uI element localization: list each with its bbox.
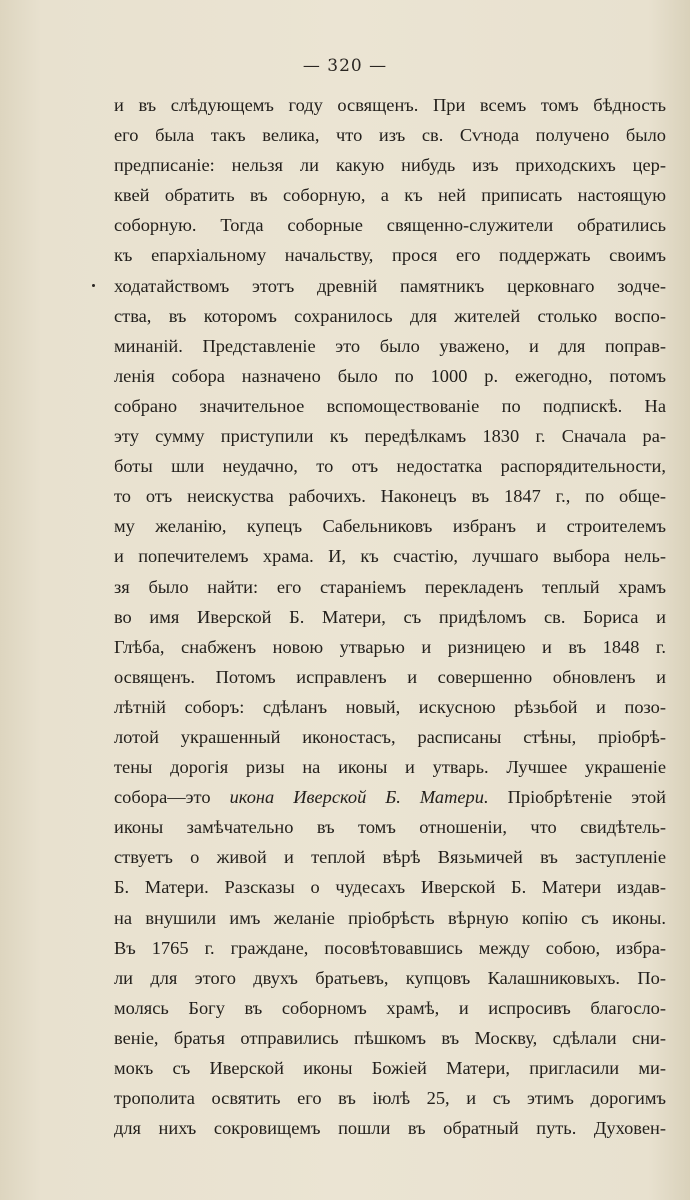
text-line: иконы замѣчательно въ томъ отношеніи, что свидѣтель- [114, 817, 666, 838]
text-line: и попечителемъ храма. И, къ счастію, лучшаго выбора нель- [114, 546, 666, 567]
text-line: и въ слѣдующемъ году освященъ. При всемъ томъ бѣдность [114, 95, 666, 115]
text-segment: собора—это [114, 787, 230, 808]
text-line: его была такъ велика, что изъ св. Сѵнода получено было [114, 125, 666, 146]
text-line: зя было найти: его стараніемъ перекладенъ теплый храмъ [114, 576, 666, 597]
text-line: мокъ съ Иверской иконы Божіей Матери, пригласили ми- [114, 1058, 666, 1078]
text-line: трополита освятить его въ іюлѣ 25, и съ этимъ дорогимъ [114, 1088, 666, 1109]
text-line: то отъ неискуства рабочихъ. Наконецъ въ 1847 г., по обще- [114, 486, 666, 507]
text-line: для нихъ сокровищемъ пошли въ обратный путь. Духовен- [114, 1118, 666, 1139]
text-line: ли для этого двухъ братьевъ, купцовъ Калашниковыхъ. По- [114, 967, 666, 988]
text-line: Въ 1765 г. граждане, посовѣтовавшись между собою, избра- [114, 937, 666, 958]
page-number: — 320 — [302, 56, 388, 76]
text-line: минаній. Представленіе это было уважено, и для поправ- [114, 335, 666, 356]
text-line: молясь Богу въ соборномъ храмѣ, и испросивъ благосло- [114, 997, 666, 1018]
text-line: собрано значительное вспомоществованіе по подпискѣ. На [114, 395, 666, 416]
text-line: Глѣба, снабженъ новою утварью и ризницею и въ 1848 г. [114, 636, 666, 657]
text-line: боты шли неудачно, то отъ недостатка распорядительности, [114, 456, 666, 477]
text-line: предписаніе: нельзя ли какую нибудь изъ приходскихъ цер- [114, 155, 666, 176]
text-line: квей обратить въ соборную, а къ ней приписать настоящую [114, 185, 666, 206]
text-line: веніе, братья отправились пѣшкомъ въ Москву, сдѣлали сни- [114, 1027, 666, 1048]
text-line: лѣтній соборъ: сдѣланъ новый, искусною рѣзьбой и позо- [114, 696, 666, 717]
text-line: ходатайствомъ этотъ древній памятникъ церковнаго зодче- [114, 275, 666, 296]
text-line: ства, въ которомъ сохранилось для жителей столько воспо- [114, 305, 666, 326]
text-line: тены дорогія ризы на иконы и утварь. Лучшее украшеніе [114, 757, 666, 778]
text-line: ленія собора назначено было по 1000 р. ежегодно, потомъ [114, 365, 666, 386]
text-line: лотой украшенный иконостасъ, расписаны стѣны, пріобрѣ- [114, 726, 666, 747]
body-text [114, 90, 666, 1143]
text-line: освященъ. Потомъ исправленъ и совершенно обновленъ и [114, 666, 666, 687]
text-line-with-italic [114, 782, 666, 812]
text-line: во имя Иверской Б. Матери, съ придѣломъ св. Бориса и [114, 606, 666, 627]
margin-mark [92, 284, 95, 287]
italic-icon-title: икона Иверской Б. Матери. [229, 787, 489, 808]
text-line: на внушили имъ желаніе пріобрѣсть вѣрную копію съ иконы. [114, 907, 666, 928]
text-line: къ епархіальному начальству, прося его поддержать своимъ [114, 245, 666, 266]
text-line: му желанію, купецъ Сабельниковъ избранъ и строителемъ [114, 516, 666, 537]
text-line: соборную. Тогда соборные священно-служители обратились [114, 215, 666, 236]
text-line: эту сумму приступили къ передѣлкамъ 1830 г. Сначала ра- [114, 426, 666, 447]
text-line: Б. Матери. Разсказы о чудесахъ Иверской Б. Матери издав- [114, 877, 666, 898]
text-segment: Пріобрѣтеніе этой [488, 787, 666, 808]
text-line: ствуетъ о живой и теплой вѣрѣ Вязьмичей въ заступленіе [114, 847, 666, 868]
